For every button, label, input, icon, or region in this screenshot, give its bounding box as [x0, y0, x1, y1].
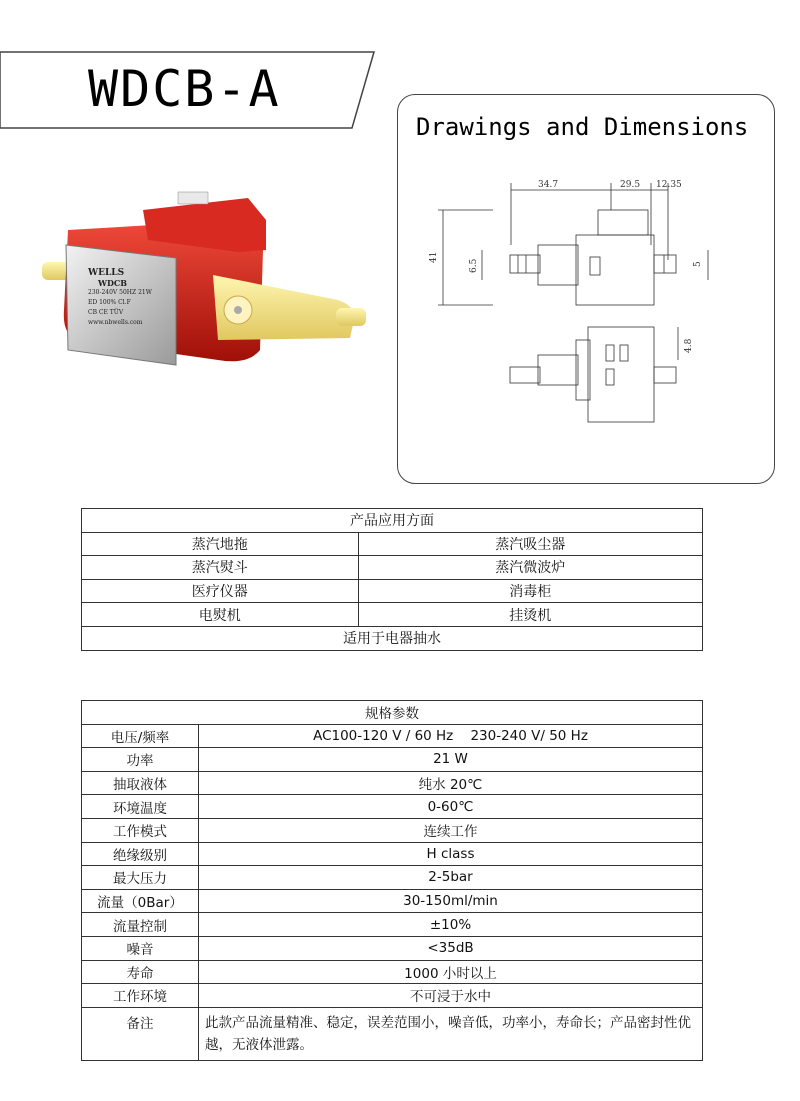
table-row	[82, 818, 703, 842]
table-row	[82, 889, 703, 913]
dim-side: 4.8	[684, 338, 694, 353]
spec-value: 纯水 20℃	[199, 771, 703, 795]
application-cell: 蒸汽地拖	[82, 532, 359, 556]
spec-value: 1000 小时以上	[199, 960, 703, 984]
application-cell: 蒸汽微波炉	[358, 556, 702, 580]
spec-key: 工作环境	[82, 984, 199, 1008]
spec-value: AC100-120 V / 60 Hz 230-240 V/ 50 Hz	[199, 724, 703, 748]
dim-inlet: 6.5	[469, 258, 479, 273]
label-site: www.nbwells.com	[88, 319, 143, 326]
dim-length-1: 34.7	[538, 180, 559, 190]
table-row	[82, 936, 703, 960]
application-cell: 蒸汽吸尘器	[358, 532, 702, 556]
table-row	[82, 603, 703, 627]
label-line2: ED 100% Cl.F	[88, 299, 131, 306]
table-row	[82, 913, 703, 937]
table-row	[82, 532, 703, 556]
spec-value: 21 W	[199, 748, 703, 772]
spec-key: 环境温度	[82, 795, 199, 819]
drawings-heading: Drawings and Dimensions	[416, 113, 749, 141]
table-row	[82, 579, 703, 603]
spec-key: 工作模式	[82, 818, 199, 842]
table-row	[82, 795, 703, 819]
application-footer: 适用于电器抽水	[82, 626, 703, 650]
spec-value: H class	[199, 842, 703, 866]
spec-value: 2-5bar	[199, 866, 703, 890]
application-cell: 医疗仪器	[82, 579, 359, 603]
label-line1: 230-240V 50HZ 21W	[88, 289, 152, 296]
spec-value: 0-60℃	[199, 795, 703, 819]
application-header: 产品应用方面	[82, 509, 703, 533]
spec-key: 流量控制	[82, 913, 199, 937]
spec-key: 最大压力	[82, 866, 199, 890]
spec-value: 连续工作	[199, 818, 703, 842]
label-brand: WELLS	[88, 268, 125, 278]
application-table	[81, 508, 703, 651]
dim-outlet: 5	[693, 261, 703, 267]
spec-key: 功率	[82, 748, 199, 772]
spec-key: 流量（0Bar）	[82, 889, 199, 913]
drawings-panel	[397, 94, 775, 484]
table-row	[82, 866, 703, 890]
dim-length-2: 29.5	[620, 180, 641, 190]
spec-key: 绝缘级别	[82, 842, 199, 866]
spec-key: 噪音	[82, 936, 199, 960]
dim-length-3: 12.35	[656, 180, 682, 190]
spec-value: <35dB	[199, 936, 703, 960]
spec-value: 不可浸于水中	[199, 984, 703, 1008]
table-row	[82, 771, 703, 795]
pump-illustration	[38, 190, 368, 390]
product-title: WDCB-A	[88, 60, 281, 118]
spec-value: 30-150ml/min	[199, 889, 703, 913]
table-row	[82, 984, 703, 1008]
table-row	[82, 1007, 703, 1060]
spec-key: 备注	[82, 1007, 199, 1060]
spec-table	[81, 700, 703, 1061]
application-cell: 消毒柜	[358, 579, 702, 603]
application-cell: 蒸汽熨斗	[82, 556, 359, 580]
application-cell: 挂烫机	[358, 603, 702, 627]
technical-drawing	[398, 95, 774, 483]
spec-header: 规格参数	[82, 701, 703, 725]
table-row	[82, 556, 703, 580]
table-row	[82, 842, 703, 866]
table-row	[82, 748, 703, 772]
application-cell: 电熨机	[82, 603, 359, 627]
title-banner	[0, 0, 420, 140]
table-row	[82, 724, 703, 748]
spec-note: 此款产品流量精准、稳定，误差范围小，噪音低，功率小，寿命长；产品密封性优越，无液体泄露。	[199, 1007, 703, 1060]
dim-height: 41	[429, 251, 439, 263]
spec-key: 电压/频率	[82, 724, 199, 748]
spec-key: 寿命	[82, 960, 199, 984]
spec-value: ±10%	[199, 913, 703, 937]
table-row	[82, 960, 703, 984]
spec-key: 抽取液体	[82, 771, 199, 795]
label-marks: CB CE TÜV	[88, 309, 124, 316]
label-model: WDCB	[98, 278, 128, 288]
